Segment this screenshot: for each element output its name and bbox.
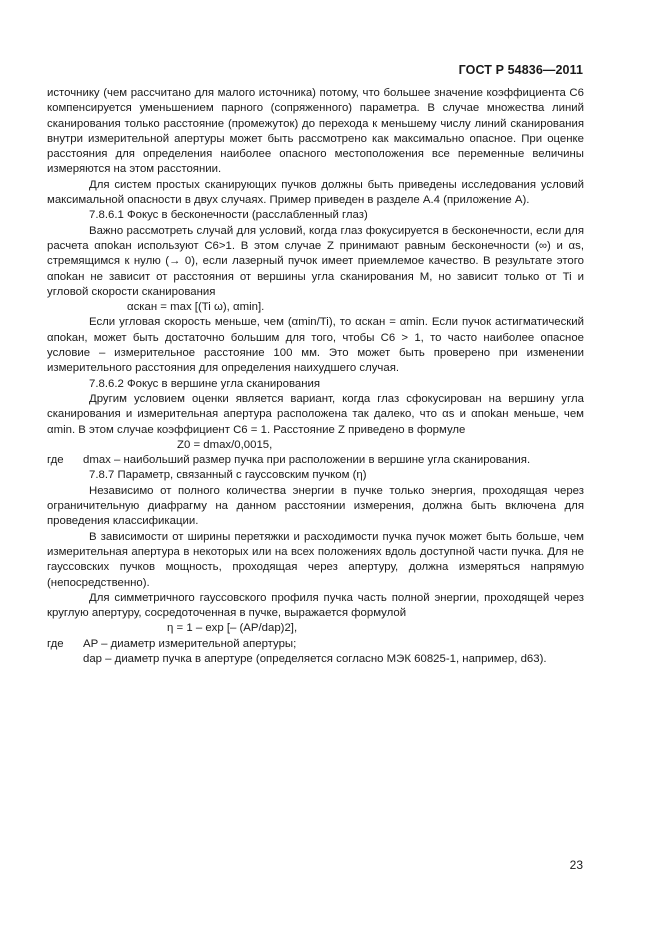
formula: Z0 = dmax/0,0015, — [177, 438, 273, 451]
definition-lead: где — [47, 454, 64, 467]
definition-text: dmax – наибольший размер пучка при расположении в вершине угла сканирования. — [83, 454, 531, 467]
paragraph: В зависимости от ширины перетяжки и расходимости пучка пучок может быть больше, чем измерительная апертура в некоторых или на всех положениях вдоль доступной части пучка. Для не гауссовских пучков мощность, проходящая через апертуру, должна измеряться напрямую (непосредственно). — [47, 530, 584, 589]
document-body — [47, 86, 584, 667]
paragraph: Важно рассмотреть случай для условий, когда глаз фокусируется в бесконечности, если для расчета αпоkан используют C6>1. В этом случае Z принимают равным бесконечности (∞) и αs, стремящимся к нулю (→ 0), если лазерный пучок имеет приемлемое качество. В результате этого αпоkан не зависит от расстояния от вершины угла сканирования M, но зависит только от Ti и угловой скорости сканирования — [47, 224, 584, 298]
paragraph: Независимо от полного количества энергии в пучке только энергия, проходящая через ограничительную диафрагму на данном расстоянии измерения, должна быть включена для проведения классификации. — [47, 484, 584, 528]
section-heading: 7.8.7 Параметр, связанный с гауссовским пучком (η) — [89, 469, 367, 482]
paragraph: Другим условием оценки является вариант, когда глаз сфокусирован на вершину угла сканирования и измерительная апертура расположена так далеко, что αs и αпоkан меньше, чем αmin. В этом случае коэффициент C6 = 1. Расстояние Z приведено в формуле — [47, 392, 584, 436]
document-header: ГОСТ Р 54836—2011 — [458, 63, 583, 77]
definition — [47, 453, 584, 468]
paragraph: Для симметричного гауссовского профиля пучка часть полной энергии, проходящей через круглую апертуру, сосредоточенная в пучке, выражается формулой — [47, 591, 584, 620]
paragraph: источнику (чем рассчитано для малого источника) потому, что большее значение коэффициента C6 компенсируется уменьшением парного (сопряженного) параметра. В случае множества линий сканирования только расстояние (промежуток) до перехода к меньшему числу линий сканирования внутри измерительной апертуры может быть рассмотрено как максимально опасное. При оценке расстояния для определения наиболее опасного местоположения все переменные величины измеряются на этом расстоянии. — [47, 87, 584, 176]
definition — [47, 637, 584, 652]
paragraph: Если угловая скорость меньше, чем (αmin/Ti), то αскан = αmin. Если пучок астигматический αпоkан, может быть достаточно большим для того, чтобы C6 > 1, то часто наиболее опасное условие – измерительное расстояние 100 мм. Это может быть проверено при изменении измерительного расстояния для определения наихудшего случая. — [47, 316, 584, 375]
formula: αскан = max [(Ti ω), αmin]. — [127, 301, 265, 314]
section-heading: 7.8.6.2 Фокус в вершине угла сканирования — [89, 377, 321, 390]
definition-lead: где — [47, 637, 64, 650]
page-number: 23 — [569, 858, 583, 872]
definition-text: dap – диаметр пучка в апертуре (определяется согласно МЭК 60825-1, например, d63). — [83, 652, 547, 665]
formula: η = 1 – exp [– (AP/dap)2], — [167, 622, 298, 635]
definition-text: AP – диаметр измерительной апертуры; — [83, 637, 297, 650]
paragraph: Для систем простых сканирующих пучков должны быть приведены исследования условий максимальной опасности в двух случаях. Пример приведен в разделе А.4 (приложение А). — [47, 178, 584, 207]
section-heading: 7.8.6.1 Фокус в бесконечности (расслабленный глаз) — [89, 209, 368, 222]
